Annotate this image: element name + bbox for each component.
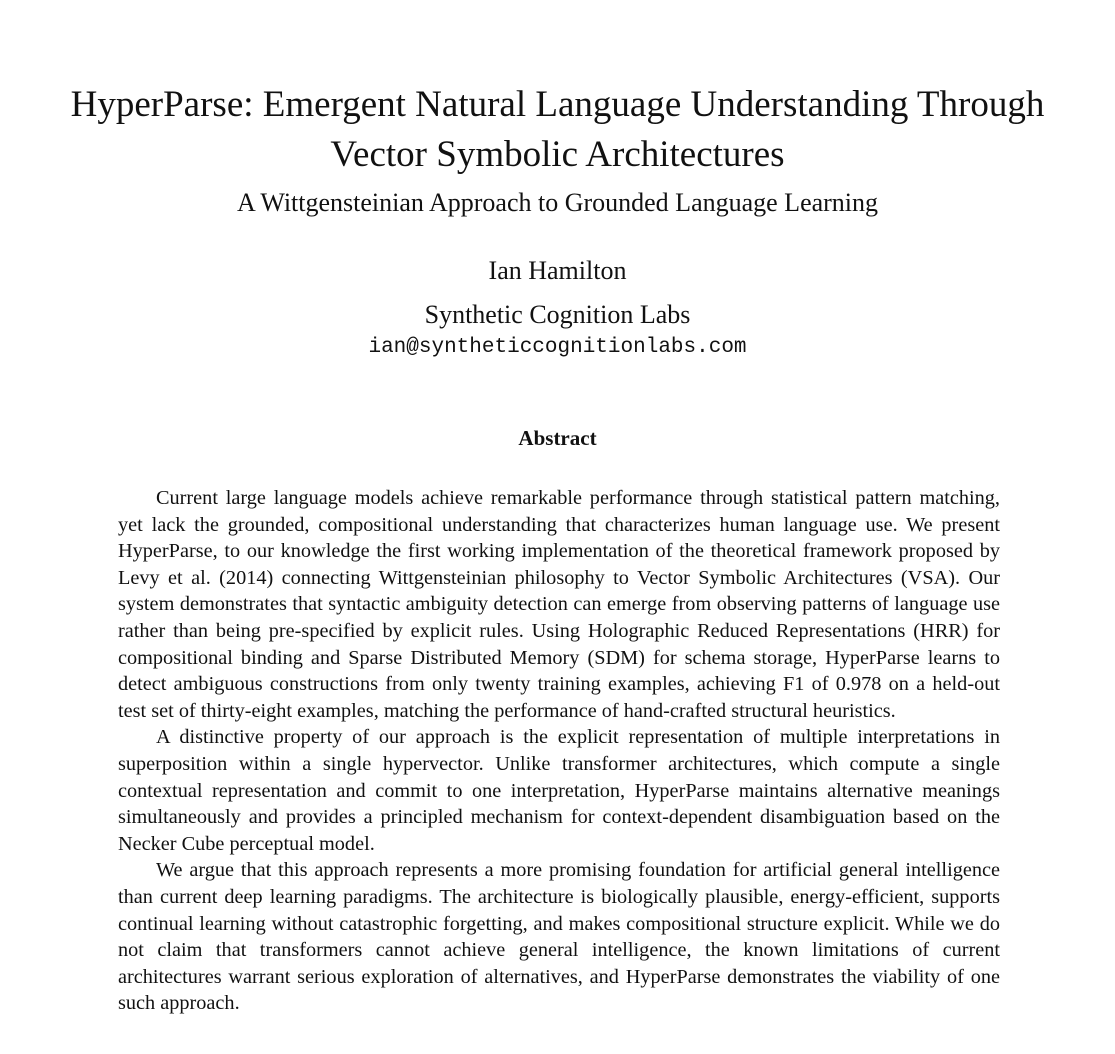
abstract-paragraph: Current large language models achieve remarkable performance through statistical pattern matching, yet lack the grounded, compositional understanding that characterizes human language use. We present HyperParse, to our knowledge the first working implementation of the theoretical framework proposed by Levy et al. (2014) connecting Wittgensteinian philosophy to Vector Symbolic Architectures (VSA). Our system demonstrates that syntactic ambiguity detection can emerge from observing patterns of language use rather than being pre-specified by explicit rules. Using Holographic Reduced Representations (HRR) for compositional binding and Sparse Distributed Memory (SDM) for schema storage, HyperParse learns to detect ambiguous constructions from only twenty training examples, achieving F1 of 0.978 on a held-out test set of thirty-eight examples, matching the performance of hand-crafted structural heuristics. bbox=[118, 487, 1000, 722]
paper-subtitle: A Wittgensteinian Approach to Grounded Language Learning bbox=[236, 188, 879, 217]
abstract-heading: Abstract bbox=[518, 426, 597, 450]
paper-title-line-1: HyperParse: Emergent Natural Language Understanding Through bbox=[70, 84, 1045, 125]
author-name: Ian Hamilton bbox=[488, 256, 627, 285]
abstract-paragraph: We argue that this approach represents a more promising foundation for artificial general intelligence than current deep learning paradigms. The architecture is biologically plausible, energy-efficient, supports continual learning without catastrophic forgetting, and makes compositional structure explicit. While we do not claim that transformers cannot achieve general intelligence, the known limitations of current architectures warrant serious exploration of alternatives, and HyperParse demonstrates the viability of one such approach. bbox=[118, 859, 1000, 1015]
paper-title bbox=[0, 80, 1115, 180]
abstract-paragraph: A distinctive property of our approach is the explicit representation of multiple interpretations in superposition within a single hypervector. Unlike transformer architectures, which compute a single contextual representation and commit to one interpretation, HyperParse maintains alternative meanings simultaneously and provides a principled mechanism for context-dependent disambiguation based on the Necker Cube perceptual model. bbox=[118, 726, 1000, 855]
abstract-body bbox=[118, 485, 1000, 1017]
author-email: ian@syntheticcognitionlabs.com bbox=[368, 336, 747, 359]
author-affiliation: Synthetic Cognition Labs bbox=[424, 300, 691, 329]
paper-title-line-2: Vector Symbolic Architectures bbox=[330, 134, 785, 175]
